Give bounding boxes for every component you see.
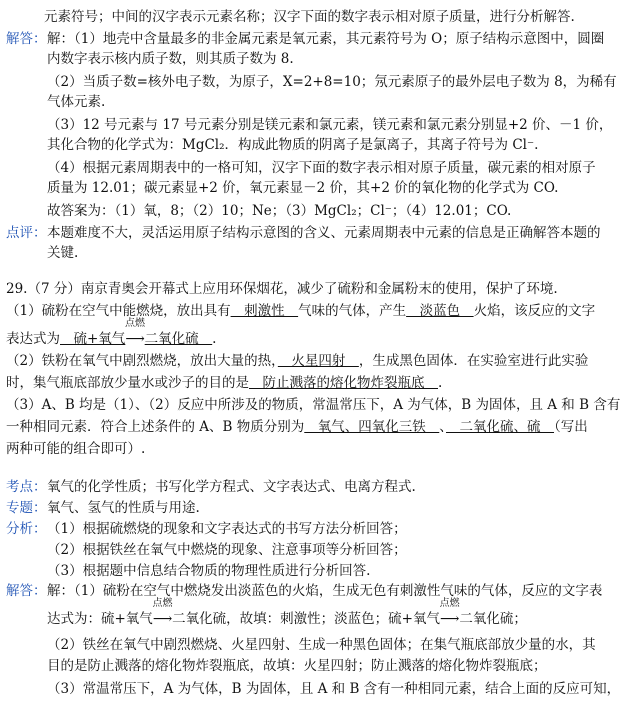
- question-part-2: [6, 352, 588, 370]
- j1-text-a: 达式为：硫+氧气: [47, 611, 153, 627]
- q1-text-b: 气味的气体，产生: [298, 303, 407, 319]
- zhuanti-text: 氧气、氢气的性质与用途.: [47, 500, 200, 516]
- answer-3-line-2: 其化合物的化学式为：MgCl₂．构成此物质的阴离子是氯离子，其离子符号为 Cl⁻.: [47, 137, 539, 153]
- q3-line2-end: （写出: [554, 419, 588, 435]
- final-answer: 故答案为：（1）氧，8；（2）10；Ne；（3）MgCl₂；Cl⁻；（4）12.01；CO.: [47, 203, 512, 219]
- q1-line2-text: 表达式为: [6, 331, 60, 347]
- q2-blank-sparks: 火星四射: [277, 353, 359, 369]
- prev-analysis-tail: 元素符号；中间的汉字表示元素名称；汉字下面的数字表示相对原子质量，进行分析解答.: [44, 9, 575, 25]
- q2-text-b: ，生成黑色固体．在实验室进行此实验: [358, 353, 589, 369]
- answer-3-line-1: （3）12 号元素与 17 号元素分别是镁元素和氯元素，镁元素和氯元素分别显+2 价、－1 价，: [47, 117, 613, 133]
- question-part-3-line-2: [6, 418, 588, 436]
- q3-separator: 、: [439, 419, 447, 435]
- answer-2-line-1: （2）当质子数=核外电子数，为原子，X=2+8=10；氖元素原子的最外层电子数为 8，为稀有: [47, 74, 617, 90]
- q1-blank-smell: 刺激性: [230, 303, 299, 319]
- q1-eq-right: 二氧化硫: [144, 331, 213, 347]
- j1-arrow-2: [439, 598, 460, 628]
- question-part-1: [6, 302, 595, 320]
- j1-text-c: 二氧化硫；: [459, 611, 527, 627]
- arrow-icon: ⟶: [152, 611, 173, 627]
- question-part-3: （3）A、B 均是（1）、（2）反应中所涉及的物质，常温常压下，A 为气体，B 为固体，且 A 和 B 含有: [6, 397, 621, 413]
- q2-text-a: （2）铁粉在氧气中剧烈燃烧，放出大量的热，: [6, 353, 278, 369]
- q1-equation: [60, 318, 213, 347]
- kaodian-tag: 考点：: [6, 479, 47, 495]
- q2-blank-purpose: 防止溅落的熔化物炸裂瓶底: [249, 375, 438, 391]
- question-part-1-equation: [6, 318, 217, 348]
- answer-4-line-2: 质量为 12.01；碳元素显+2 价，氧元素显－2 价，其+2 价的氧化物的化学式为 CO.: [47, 180, 559, 196]
- q3-blank-combo-2: 二氧化硫、硫: [446, 419, 555, 435]
- fenxi-2: （2）根据铁丝在氧气中燃烧的现象、注意事项等分析回答；: [47, 542, 407, 558]
- q1-line2-end: .: [212, 331, 217, 347]
- jieda-3-line-1: （3）常温常压下，A 为气体，B 为固体，且 A 和 B 含有一种相同元素，结合上面的反应可知，: [47, 681, 621, 697]
- question-title: 29.（7 分）南京青奥会开幕式上应用环保烟花，减少了硫粉和金属粉末的使用，保护了环境.: [6, 281, 558, 297]
- jieda-2-line-2: 目的是防止溅落的熔化物炸裂瓶底，故填：火星四射；防止溅落的熔化物炸裂瓶底；: [47, 658, 547, 674]
- q1-eq-left: 硫+氧气: [60, 331, 126, 347]
- answer-1-line-2: 内数字表示核内质子数，则其质子数为 8.: [47, 51, 294, 67]
- q2-line2-text: 时，集气瓶底部放少量水或沙子的目的是: [6, 375, 249, 391]
- j1-text-b: 二氧化硫，故填：刺激性；淡蓝色；硫+氧气: [172, 611, 440, 627]
- j1-arrow-1: [152, 598, 173, 628]
- q1-blank-flame: 淡蓝色: [406, 303, 474, 319]
- kaodian-text: 氧气的化学性质；书写化学方程式、文字表达式、电离方程式.: [47, 479, 416, 495]
- q1-eq-arrow: [124, 318, 145, 348]
- question-part-3-line-3: 两种可能的组合即可）.: [6, 441, 146, 457]
- q3-blank-combo-1: 氧气、四氧化三铁: [304, 419, 440, 435]
- jieda-tag: 解答：: [6, 583, 47, 599]
- answer-tag: 解答：: [6, 31, 47, 47]
- q1-text-a: （1）硫粉在空气中能燃烧，放出具有: [6, 303, 231, 319]
- answer-2-line-2: 气体元素.: [47, 94, 106, 110]
- fenxi-3: （3）根据题中信息结合物质的物理性质进行分析回答.: [47, 563, 371, 579]
- q2-line2-end: .: [438, 375, 443, 391]
- comment-tag: 点评：: [6, 225, 47, 241]
- jieda-1-line-2: [47, 598, 527, 628]
- fenxi-tag: 分析：: [6, 521, 47, 537]
- arrow-icon: ⟶: [439, 611, 460, 627]
- j1-condition-2: 点燃: [439, 598, 460, 609]
- answer-1-line-1: 解：（1）地壳中含量最多的非金属元素是氧元素，其元素符号为 O；原子结构示意图中，圆圈: [47, 31, 605, 47]
- jieda-2-line-1: （2）铁丝在氧气中剧烈燃烧、火星四射、生成一种黑色固体；在集气瓶底部放少量的水，其: [47, 637, 596, 653]
- comment-line-1: 本题难度不大，灵活运用原子结构示意图的含义、元素周期表中元素的信息是正确解答本题的: [47, 225, 601, 241]
- q3-line2-text: 一种相同元素．符合上述条件的 A、B 物质分别为: [6, 419, 305, 435]
- q1-text-c: 火焰，该反应的文字: [473, 303, 596, 319]
- question-part-2-line-2: [6, 374, 442, 392]
- arrow-icon: ⟶: [125, 331, 145, 347]
- comment-line-2: 关键.: [47, 245, 79, 261]
- zhuanti-tag: 专题：: [6, 500, 47, 516]
- jieda-1-line-1: 解：（1）硫粉在空气中燃烧发出淡蓝色的火焰，生成无色有刺激性气味的气体，反应的文字表: [47, 583, 603, 599]
- answer-4-line-1: （4）根据元素周期表中的一格可知，汉字下面的数字表示相对原子质量，碳元素的相对原子: [47, 160, 596, 176]
- fenxi-1: （1）根据硫燃烧的现象和文字表达式的书写方法分析回答；: [47, 521, 407, 537]
- j1-condition-1: 点燃: [152, 598, 173, 609]
- q1-eq-condition: 点燃: [124, 318, 145, 329]
